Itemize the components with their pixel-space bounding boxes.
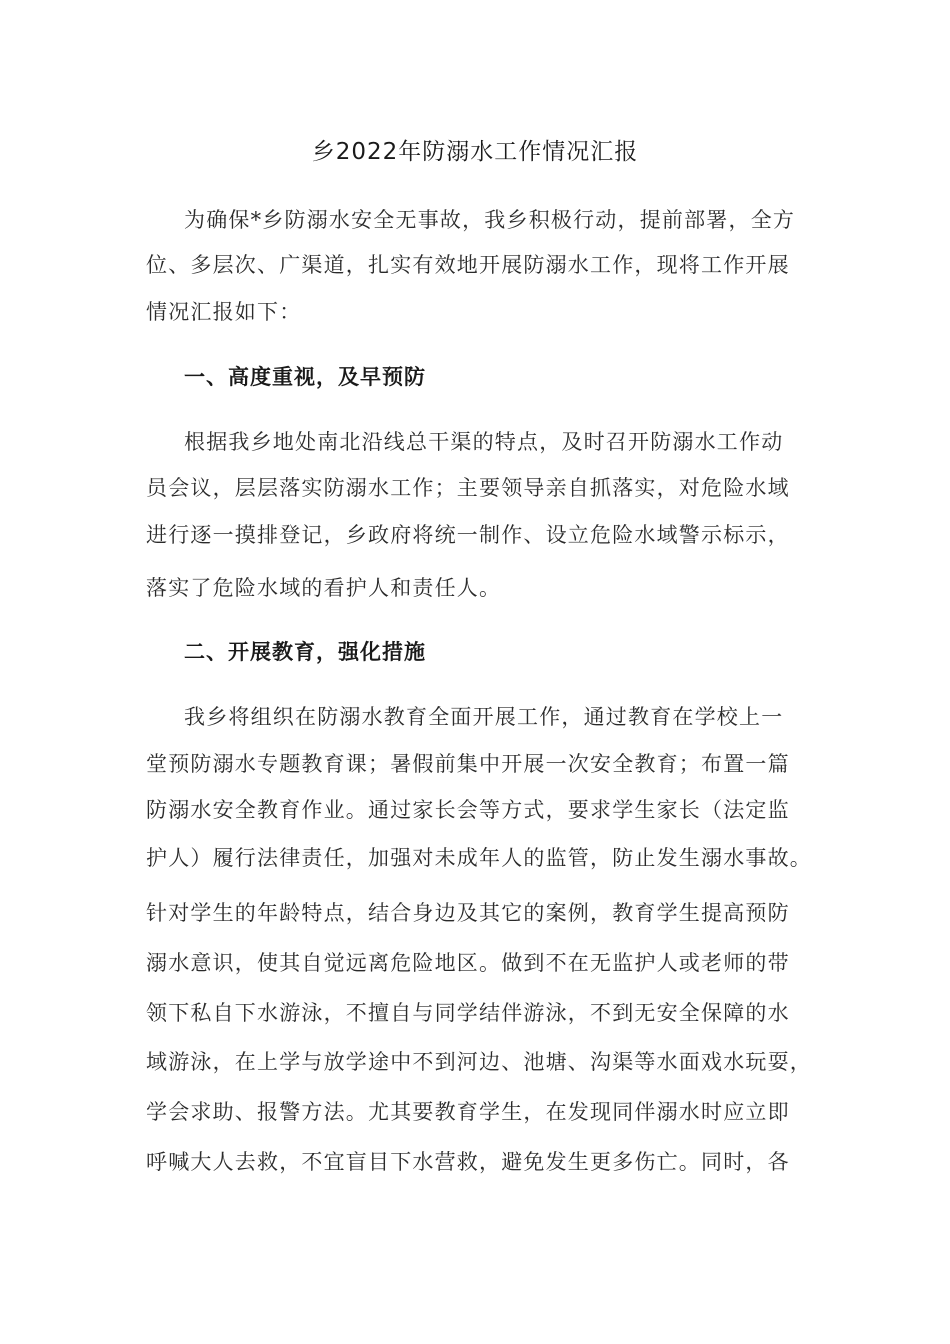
section2-line: 域游泳，在上学与放学途中不到河边、池塘、沟渠等水面戏水玩耍， [146,1050,812,1074]
section2-line: 呼喊大人去救，不宜盲目下水营救，避免发生更多伤亡。同时，各 [146,1150,790,1174]
section1-line: 员会议，层层落实防溺水工作；主要领导亲自抓落实，对危险水域 [146,476,790,500]
intro-line: 情况汇报如下： [146,300,302,324]
document-title: 乡2022年防溺水工作情况汇报 [311,139,639,165]
section2-line: 学会求助、报警方法。尤其要教育学生，在发现同伴溺水时应立即 [146,1100,790,1124]
section2-line: 堂预防溺水专题教育课；暑假前集中开展一次安全教育；布置一篇 [146,752,790,776]
section1-line: 落实了危险水域的看护人和责任人。 [146,576,502,600]
section2-line: 护人）履行法律责任，加强对未成年人的监管，防止发生溺水事故。 [146,846,812,870]
intro-line: 位、多层次、广渠道，扎实有效地开展防溺水工作，现将工作开展 [146,253,790,277]
section-heading-1: 一、高度重视，及早预防 [184,365,426,389]
section2-line: 防溺水安全教育作业。通过家长会等方式，要求学生家长（法定监 [146,798,790,822]
intro-line: 为确保*乡防溺水安全无事故，我乡积极行动，提前部署，全方 [184,208,796,232]
section2-line: 我乡将组织在防溺水教育全面开展工作，通过教育在学校上一 [184,705,784,729]
section2-line: 溺水意识，使其自觉远离危险地区。做到不在无监护人或老师的带 [146,951,790,975]
section2-line: 领下私自下水游泳，不擅自与同学结伴游泳，不到无安全保障的水 [146,1001,790,1025]
section2-line: 针对学生的年龄特点，结合身边及其它的案例，教育学生提高预防 [146,901,790,925]
section1-line: 根据我乡地处南北沿线总干渠的特点，及时召开防溺水工作动 [184,430,784,454]
section-heading-2: 二、开展教育，强化措施 [184,640,426,664]
section1-line: 进行逐一摸排登记，乡政府将统一制作、设立危险水域警示标示， [146,523,790,547]
